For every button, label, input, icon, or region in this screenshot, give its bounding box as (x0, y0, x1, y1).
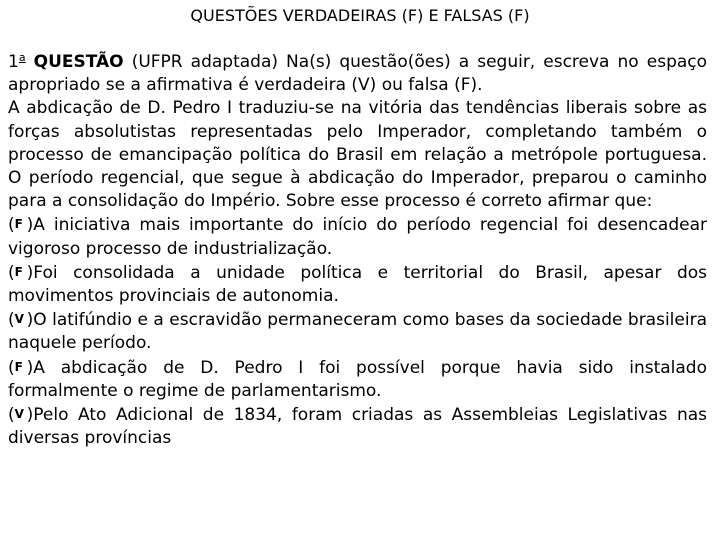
question-block (8, 46, 707, 450)
item-text: A abdicação de D. Pedro I foi possível porque havia sido instalado formalmente o regime de parlamentarismo. (8, 357, 707, 401)
item-text: Pelo Ato Adicional de 1834, foram criadas as Assembleias Legislativas nas diversas províncias (8, 405, 707, 449)
answer-mark[interactable]: V (14, 312, 24, 327)
question-label: QUESTÃO (33, 52, 124, 72)
item-text: O latifúndio e a escravidão permaneceram como bases da sociedade brasileira naquele período. (8, 310, 707, 354)
list-item: (V )Pelo Ato Adicional de 1834, foram criadas as Assembleias Legislativas nas diversas províncias (8, 405, 707, 449)
answer-mark[interactable]: F (14, 359, 23, 374)
list-item: (F )A abdicação de D. Pedro I foi possível porque havia sido instalado formalmente o regime de parlamentarismo. (8, 357, 707, 401)
question-source: (UFPR adaptada) Na(s) questão(ões) a seguir, escreva no espaço apropriado se a afirmativa é verdadeira (V) ou falsa (F). (8, 52, 708, 96)
question-number: 1$^a$ (8, 51, 26, 72)
item-text: A iniciativa mais importante do início do período regencial foi desencadear vigoroso processo de industrialização. (8, 215, 707, 259)
list-item: (F )A iniciativa mais importante do início do período regencial foi desencadear vigoroso processo de industrialização. (8, 215, 707, 259)
answer-mark[interactable]: F (14, 264, 23, 279)
list-item: (V )O latifúndio e a escravidão permaneceram como bases da sociedade brasileira naquele período. (8, 310, 707, 354)
page-title: QUESTÕES VERDADEIRAS (F) E FALSAS (F) (190, 6, 530, 25)
answer-mark[interactable]: F (14, 217, 23, 232)
item-text: Foi consolidada a unidade política e territorial do Brasil, apesar dos movimentos provinciais de autonomia. (8, 262, 707, 307)
question-statement: A abdicação de D. Pedro I traduziu-se na vitória das tendências liberais sobre as forças absolutistas representadas pelo Imperador, completando também o processo de emancipação política do Brasil em relação a metrópole portuguesa. O período regencial, que segue à abdicação do Imperador, preparou o caminho para a consolidação do Império. Sobre esse processo é correto afirmar que: (8, 98, 707, 212)
answer-mark[interactable]: V (14, 407, 24, 422)
list-item: (F )Foi consolidada a unidade política e territorial do Brasil, apesar dos movimentos provinciais de autonomia. (8, 262, 707, 307)
question-header (8, 46, 707, 97)
